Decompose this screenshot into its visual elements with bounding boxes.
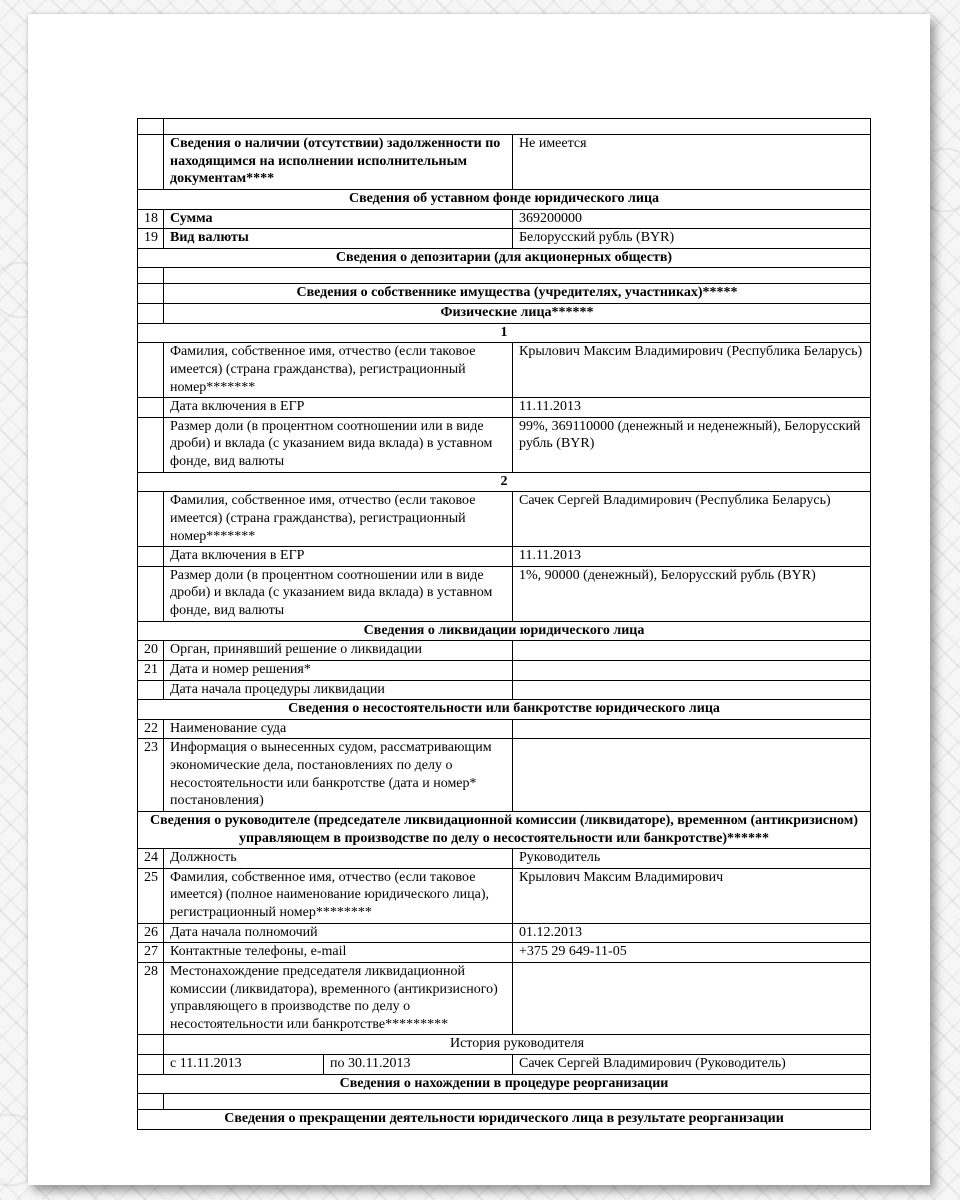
table-row	[138, 1074, 871, 1094]
table-row	[138, 719, 871, 739]
table-row	[138, 343, 871, 398]
table-row	[138, 566, 871, 621]
table-row	[138, 641, 871, 661]
subsection-header: История руководителя	[164, 1035, 871, 1055]
table-row	[138, 680, 871, 700]
table-row	[138, 304, 871, 324]
section-header: Сведения о прекращении деятельности юридического лица в результате реорганизации	[138, 1110, 871, 1130]
row-number-cell	[138, 304, 164, 324]
subsection-header: Сведения о собственнике имущества (учредителях, участниках)*****	[164, 284, 871, 304]
field-value: Не имеется	[513, 135, 871, 190]
empty-cell	[164, 268, 871, 284]
row-number-cell	[138, 492, 164, 547]
field-value	[513, 660, 871, 680]
field-label: Должность	[164, 849, 513, 869]
field-value: Белорусский рубль (BYR)	[513, 229, 871, 249]
section-header: Сведения о руководителе (председателе ликвидационной комиссии (ликвидаторе), временном (антикризисном) управляющем в производстве по делу о несостоятельности или банкротстве)******	[138, 811, 871, 848]
table-row	[138, 811, 871, 848]
empty-cell	[164, 119, 871, 135]
registry-table	[137, 118, 871, 1130]
row-number-cell: 21	[138, 660, 164, 680]
field-label: Дата начала процедуры ликвидации	[164, 680, 513, 700]
field-value	[513, 641, 871, 661]
field-label: Информация о вынесенных судом, рассматривающим экономические дела, постановлениях по делу о несостоятельности или банкротстве (дата и номер* постановления)	[164, 739, 513, 812]
row-number-cell	[138, 398, 164, 418]
row-number-cell	[138, 284, 164, 304]
row-number-cell	[138, 1055, 164, 1075]
field-label: Фамилия, собственное имя, отчество (если таковое имеется) (страна гражданства), регистрационный номер*******	[164, 343, 513, 398]
empty-row	[138, 1094, 871, 1110]
table-row	[138, 849, 871, 869]
row-number-cell: 20	[138, 641, 164, 661]
row-number-cell: 18	[138, 209, 164, 229]
field-label: Дата начала полномочий	[164, 923, 513, 943]
table-row	[138, 417, 871, 472]
field-label: Фамилия, собственное имя, отчество (если таковое имеется) (полное наименование юридического лица), регистрационный номер********	[164, 868, 513, 923]
field-value: 01.12.2013	[513, 923, 871, 943]
table-row	[138, 1035, 871, 1055]
table-row	[138, 943, 871, 963]
row-number-cell	[138, 1094, 164, 1110]
table-row	[138, 547, 871, 567]
field-value	[513, 680, 871, 700]
group-number: 1	[138, 323, 871, 343]
field-label: Наименование суда	[164, 719, 513, 739]
field-value: Сачек Сергей Владимирович (Республика Беларусь)	[513, 492, 871, 547]
field-label: Контактные телефоны, e-mail	[164, 943, 513, 963]
field-label: Дата включения в ЕГР	[164, 547, 513, 567]
row-number-cell	[138, 343, 164, 398]
field-value	[513, 962, 871, 1035]
row-number-cell	[138, 268, 164, 284]
section-header: Сведения о нахождении в процедуре реорганизации	[138, 1074, 871, 1094]
table-row	[138, 621, 871, 641]
table-row	[138, 1110, 871, 1130]
history-to-cell: по 30.11.2013	[324, 1055, 513, 1075]
field-label: Размер доли (в процентном соотношении или в виде дроби) и вклада (с указанием вида вклада) в уставном фонде, вид валюты	[164, 566, 513, 621]
table-row	[138, 1055, 871, 1075]
table-row	[138, 962, 871, 1035]
field-value: 11.11.2013	[513, 398, 871, 418]
section-header: Сведения о несостоятельности или банкротстве юридического лица	[138, 700, 871, 720]
empty-row	[138, 268, 871, 284]
row-number-cell: 26	[138, 923, 164, 943]
field-value: 11.11.2013	[513, 547, 871, 567]
table-row	[138, 700, 871, 720]
table-row	[138, 398, 871, 418]
field-label: Фамилия, собственное имя, отчество (если таковое имеется) (страна гражданства), регистрационный номер*******	[164, 492, 513, 547]
history-from-cell: с 11.11.2013	[164, 1055, 324, 1075]
table-row	[138, 660, 871, 680]
row-number-cell	[138, 566, 164, 621]
field-value: 1%, 90000 (денежный), Белорусский рубль (BYR)	[513, 566, 871, 621]
empty-row	[138, 119, 871, 135]
section-header: Сведения об уставном фонде юридического лица	[138, 189, 871, 209]
row-number-cell	[138, 547, 164, 567]
row-number-cell	[138, 1035, 164, 1055]
table-row	[138, 323, 871, 343]
field-value: 369200000	[513, 209, 871, 229]
table-row	[138, 868, 871, 923]
field-value: Руководитель	[513, 849, 871, 869]
row-number-cell	[138, 417, 164, 472]
field-label: Сумма	[164, 209, 513, 229]
section-header: Сведения о ликвидации юридического лица	[138, 621, 871, 641]
document-page	[28, 14, 930, 1185]
field-value	[513, 719, 871, 739]
row-number-cell: 19	[138, 229, 164, 249]
table-row	[138, 739, 871, 812]
table-row	[138, 209, 871, 229]
group-number: 2	[138, 472, 871, 492]
field-label: Дата и номер решения*	[164, 660, 513, 680]
row-number-cell: 23	[138, 739, 164, 812]
row-number-cell: 25	[138, 868, 164, 923]
field-label: Местонахождение председателя ликвидационной комиссии (ликвидатора), временного (антикризисного) управляющего в производстве по делу о несостоятельности или банкротстве*********	[164, 962, 513, 1035]
table-row	[138, 229, 871, 249]
table-row	[138, 284, 871, 304]
subsection-header: Физические лица******	[164, 304, 871, 324]
row-number-cell: 24	[138, 849, 164, 869]
row-number-cell	[138, 135, 164, 190]
field-label: Орган, принявший решение о ликвидации	[164, 641, 513, 661]
table-row	[138, 472, 871, 492]
field-value: +375 29 649-11-05	[513, 943, 871, 963]
field-label: Вид валюты	[164, 229, 513, 249]
history-value-cell: Сачек Сергей Владимирович (Руководитель)	[513, 1055, 871, 1075]
field-label: Дата включения в ЕГР	[164, 398, 513, 418]
table-row	[138, 923, 871, 943]
field-value: Крылович Максим Владимирович (Республика Беларусь)	[513, 343, 871, 398]
registry-table-body	[138, 119, 871, 1130]
section-header: Сведения о депозитарии (для акционерных обществ)	[138, 248, 871, 268]
row-number-cell: 22	[138, 719, 164, 739]
row-number-cell	[138, 680, 164, 700]
field-label: Размер доли (в процентном соотношении или в виде дроби) и вклада (с указанием вида вклада) в уставном фонде, вид валюты	[164, 417, 513, 472]
table-row	[138, 189, 871, 209]
field-value: 99%, 369110000 (денежный и неденежный), Белорусский рубль (BYR)	[513, 417, 871, 472]
field-label: Сведения о наличии (отсутствии) задолженности по находящимся на исполнении исполнительным документам****	[164, 135, 513, 190]
table-row	[138, 248, 871, 268]
field-value: Крылович Максим Владимирович	[513, 868, 871, 923]
table-row	[138, 492, 871, 547]
row-number-cell: 27	[138, 943, 164, 963]
row-number-cell	[138, 119, 164, 135]
row-number-cell: 28	[138, 962, 164, 1035]
empty-cell	[164, 1094, 871, 1110]
table-row	[138, 135, 871, 190]
field-value	[513, 739, 871, 812]
